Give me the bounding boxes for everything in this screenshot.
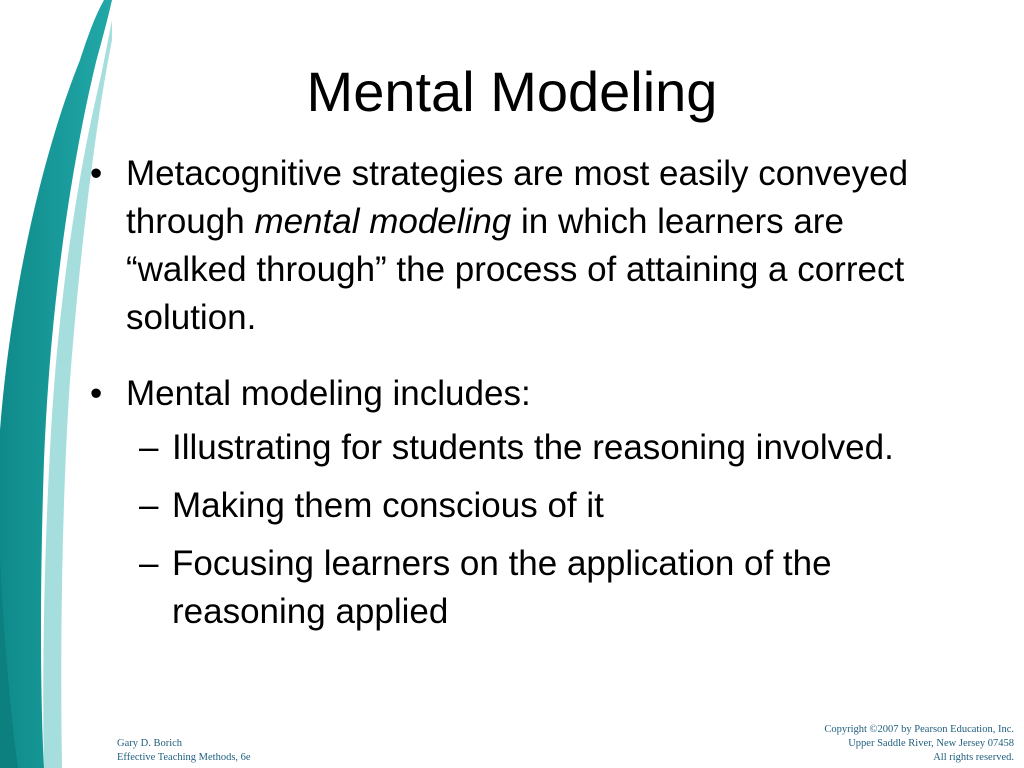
footer-book-title: Effective Teaching Methods, 6e bbox=[117, 752, 251, 763]
sub-item-conscious bbox=[84, 482, 944, 530]
dash-marker: – bbox=[139, 486, 159, 525]
footer-rights-line: All rights reserved. bbox=[933, 752, 1014, 763]
dash-marker: – bbox=[139, 544, 159, 583]
bullet-marker: • bbox=[90, 154, 103, 193]
sub-item-focusing bbox=[84, 540, 944, 636]
footer-author-name: Gary D. Borich bbox=[117, 738, 183, 749]
footer-address-line: Upper Saddle River, New Jersey 07458 bbox=[848, 738, 1014, 749]
footer-copyright bbox=[824, 723, 1014, 765]
footer-author bbox=[117, 737, 251, 765]
bullet-text-emphasis: mental modeling bbox=[254, 202, 512, 241]
bullet-text-after: in which learners are “walked through” the process of attaining a correct solution. bbox=[126, 202, 905, 337]
bullet-marker: • bbox=[90, 374, 103, 413]
bullet-metacognitive-strategies bbox=[84, 150, 944, 342]
slide-body bbox=[84, 150, 944, 636]
slide-title: Mental Modeling bbox=[306, 60, 718, 123]
bullet-mental-modeling-includes bbox=[84, 370, 944, 418]
sub-item-illustrating bbox=[84, 424, 944, 472]
bullet-text: Mental modeling includes: bbox=[126, 374, 531, 413]
sub-item-text: Focusing learners on the application of the reasoning applied bbox=[172, 544, 832, 631]
sub-item-text: Making them conscious of it bbox=[172, 486, 604, 525]
footer-copyright-line: Copyright ©2007 by Pearson Education, Inc. bbox=[824, 724, 1014, 735]
dash-marker: – bbox=[139, 428, 159, 467]
sub-item-text: Illustrating for students the reasoning involved. bbox=[172, 428, 894, 467]
bullet-text-before: Metacognitive strategies are most easily conveyed through bbox=[126, 154, 909, 241]
